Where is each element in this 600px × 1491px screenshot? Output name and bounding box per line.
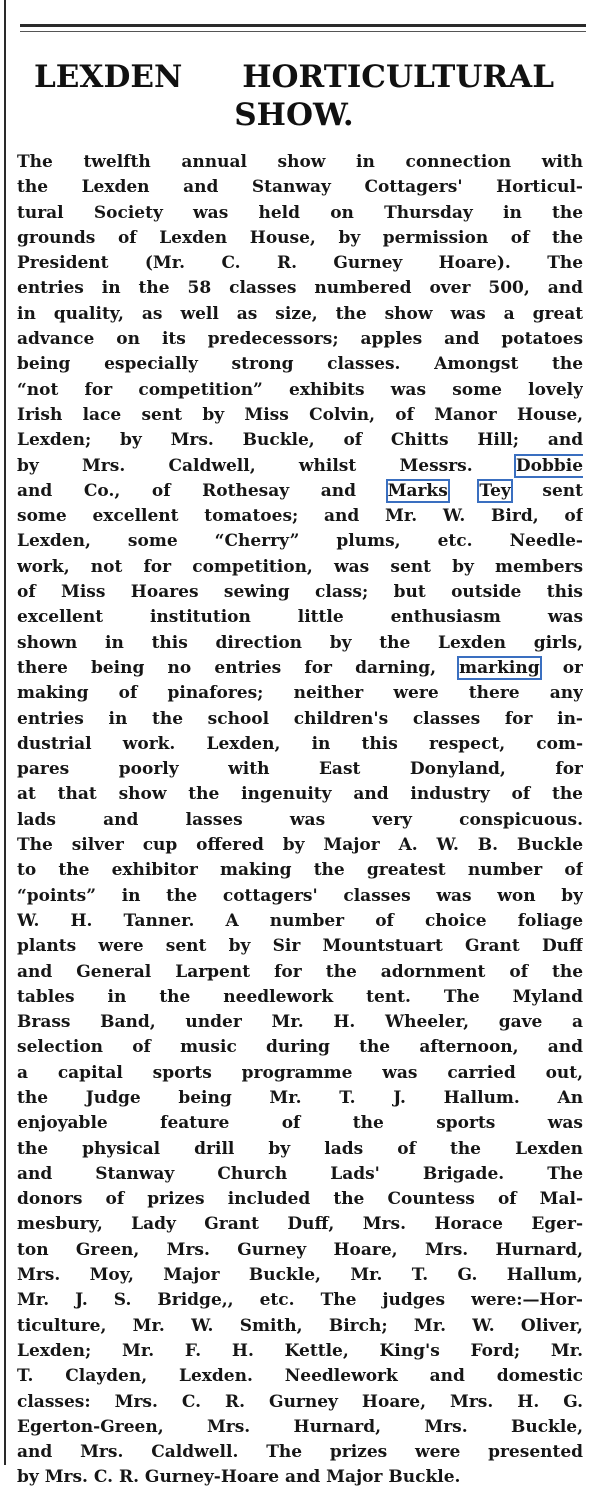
article-line: donors of prizes included the Countess of Mal- bbox=[17, 1189, 583, 1210]
article-line: tural Society was held on Thursday in the bbox=[17, 202, 583, 223]
headline-word-2: HORTICULTURAL bbox=[242, 59, 554, 95]
article-line: entries in the 58 classes numbered over 500, and bbox=[17, 278, 583, 299]
article-line: being especially strong classes. Amongst the bbox=[17, 354, 583, 375]
article-line: and Mrs. Caldwell. The prizes were presented bbox=[17, 1442, 583, 1463]
article-line: a capital sports programme was carried out, bbox=[17, 1062, 583, 1083]
article-line: some excellent tomatoes; and Mr. W. Bird, of bbox=[17, 506, 583, 527]
article-line: lads and lasses was very conspicuous. bbox=[17, 809, 583, 830]
article-line: “not for competition” exhibits was some lovely bbox=[17, 379, 583, 400]
article-line: Irish lace sent by Miss Colvin, of Manor House, bbox=[17, 404, 583, 425]
article-line: of Miss Hoares sewing class; but outside this bbox=[17, 582, 583, 603]
article-line: The silver cup offered by Major A. W. B. Buckle bbox=[17, 835, 583, 856]
article-line: Lexden; Mr. F. H. Kettle, King's Ford; Mr. bbox=[17, 1340, 583, 1361]
article-line: in quality, as well as size, the show was a great bbox=[17, 303, 583, 324]
article-line: by Mrs. Caldwell, whilst Messrs. Dobbie bbox=[17, 455, 583, 476]
article-line: dustrial work. Lexden, in this respect, com- bbox=[17, 733, 583, 754]
article-line: advance on its predecessors; apples and potatoes bbox=[17, 329, 583, 350]
headline-line-2 bbox=[30, 96, 558, 134]
article-line: President (Mr. C. R. Gurney Hoare). The bbox=[17, 253, 583, 274]
article-line: “points” in the cottagers' classes was won by bbox=[17, 885, 583, 906]
article-line: work, not for competition, was sent by members bbox=[17, 556, 583, 577]
article-line: at that show the ingenuity and industry of the bbox=[17, 784, 583, 805]
headline-line-1 bbox=[30, 58, 558, 96]
article-line: Egerton-Green, Mrs. Hurnard, Mrs. Buckle, bbox=[17, 1416, 583, 1437]
article-line: entries in the school children's classes for in- bbox=[17, 708, 583, 729]
article-line: ticulture, Mr. W. Smith, Birch; Mr. W. Oliver, bbox=[17, 1315, 583, 1336]
column-top-rule-thin bbox=[20, 31, 586, 32]
article-line: classes: Mrs. C. R. Gurney Hoare, Mrs. H. G. bbox=[17, 1391, 583, 1412]
article-line: and Stanway Church Lads' Brigade. The bbox=[17, 1163, 583, 1184]
article-line: Brass Band, under Mr. H. Wheeler, gave a bbox=[17, 1012, 583, 1033]
article-line: The twelfth annual show in connection with bbox=[17, 152, 583, 172]
article-line: to the exhibitor making the greatest number of bbox=[17, 860, 583, 881]
article-line: ton Green, Mrs. Gurney Hoare, Mrs. Hurnard, bbox=[17, 1239, 583, 1260]
article-line: the Judge being Mr. T. J. Hallum. An bbox=[17, 1087, 583, 1108]
article-line: grounds of Lexden House, by permission of the bbox=[17, 227, 583, 248]
search-highlight[interactable]: marking bbox=[459, 657, 540, 678]
article-line: and General Larpent for the adornment of the bbox=[17, 961, 583, 982]
article-line: mesbury, Lady Grant Duff, Mrs. Horace Eger- bbox=[17, 1214, 583, 1235]
article-line: selection of music during the afternoon, and bbox=[17, 1037, 583, 1058]
article-line: shown in this direction by the Lexden girls, bbox=[17, 632, 583, 653]
article-line: Mrs. Moy, Major Buckle, Mr. T. G. Hallum, bbox=[17, 1265, 583, 1286]
article-line: Lexden; by Mrs. Buckle, of Chitts Hill; and bbox=[17, 430, 583, 451]
search-highlight[interactable]: Dobbie bbox=[515, 455, 583, 476]
article-line: Mr. J. S. Bridge,, etc. The judges were:—Hor- bbox=[17, 1290, 583, 1311]
article-line: there being no entries for darning, marking or bbox=[17, 657, 583, 678]
article-line: by Mrs. C. R. Gurney-Hoare and Major Buckle. bbox=[17, 1467, 461, 1488]
headline-word-1: LEXDEN bbox=[34, 59, 183, 95]
article-line: tables in the needlework tent. The Myland bbox=[17, 986, 583, 1007]
article-line: enjoyable feature of the sports was bbox=[17, 1113, 583, 1134]
article-line: the physical drill by lads of the Lexden bbox=[17, 1138, 583, 1159]
article-line: the Lexden and Stanway Cottagers' Horticul- bbox=[17, 177, 583, 198]
search-highlight[interactable]: Tey bbox=[479, 480, 511, 501]
article-line: Lexden, some “Cherry” plums, etc. Needle- bbox=[17, 531, 583, 552]
article-line: making of pinafores; neither were there any bbox=[17, 683, 583, 704]
search-highlight[interactable]: Marks bbox=[387, 480, 448, 501]
article-line: W. H. Tanner. A number of choice foliage bbox=[17, 910, 583, 931]
article-line: T. Clayden, Lexden. Needlework and domestic bbox=[17, 1366, 583, 1387]
headline-word-3: SHOW. bbox=[234, 97, 354, 133]
article-body bbox=[17, 150, 583, 1491]
article-line: pares poorly with East Donyland, for bbox=[17, 759, 583, 780]
article-line: plants were sent by Sir Mountstuart Grant Duff bbox=[17, 936, 583, 957]
column-rule-left bbox=[4, 0, 6, 1465]
article-headline bbox=[30, 58, 558, 134]
article-line: excellent institution little enthusiasm was bbox=[17, 607, 583, 628]
article-line: and Co., of Rothesay and Marks Tey sent bbox=[17, 480, 583, 501]
column-top-rule bbox=[20, 24, 586, 27]
